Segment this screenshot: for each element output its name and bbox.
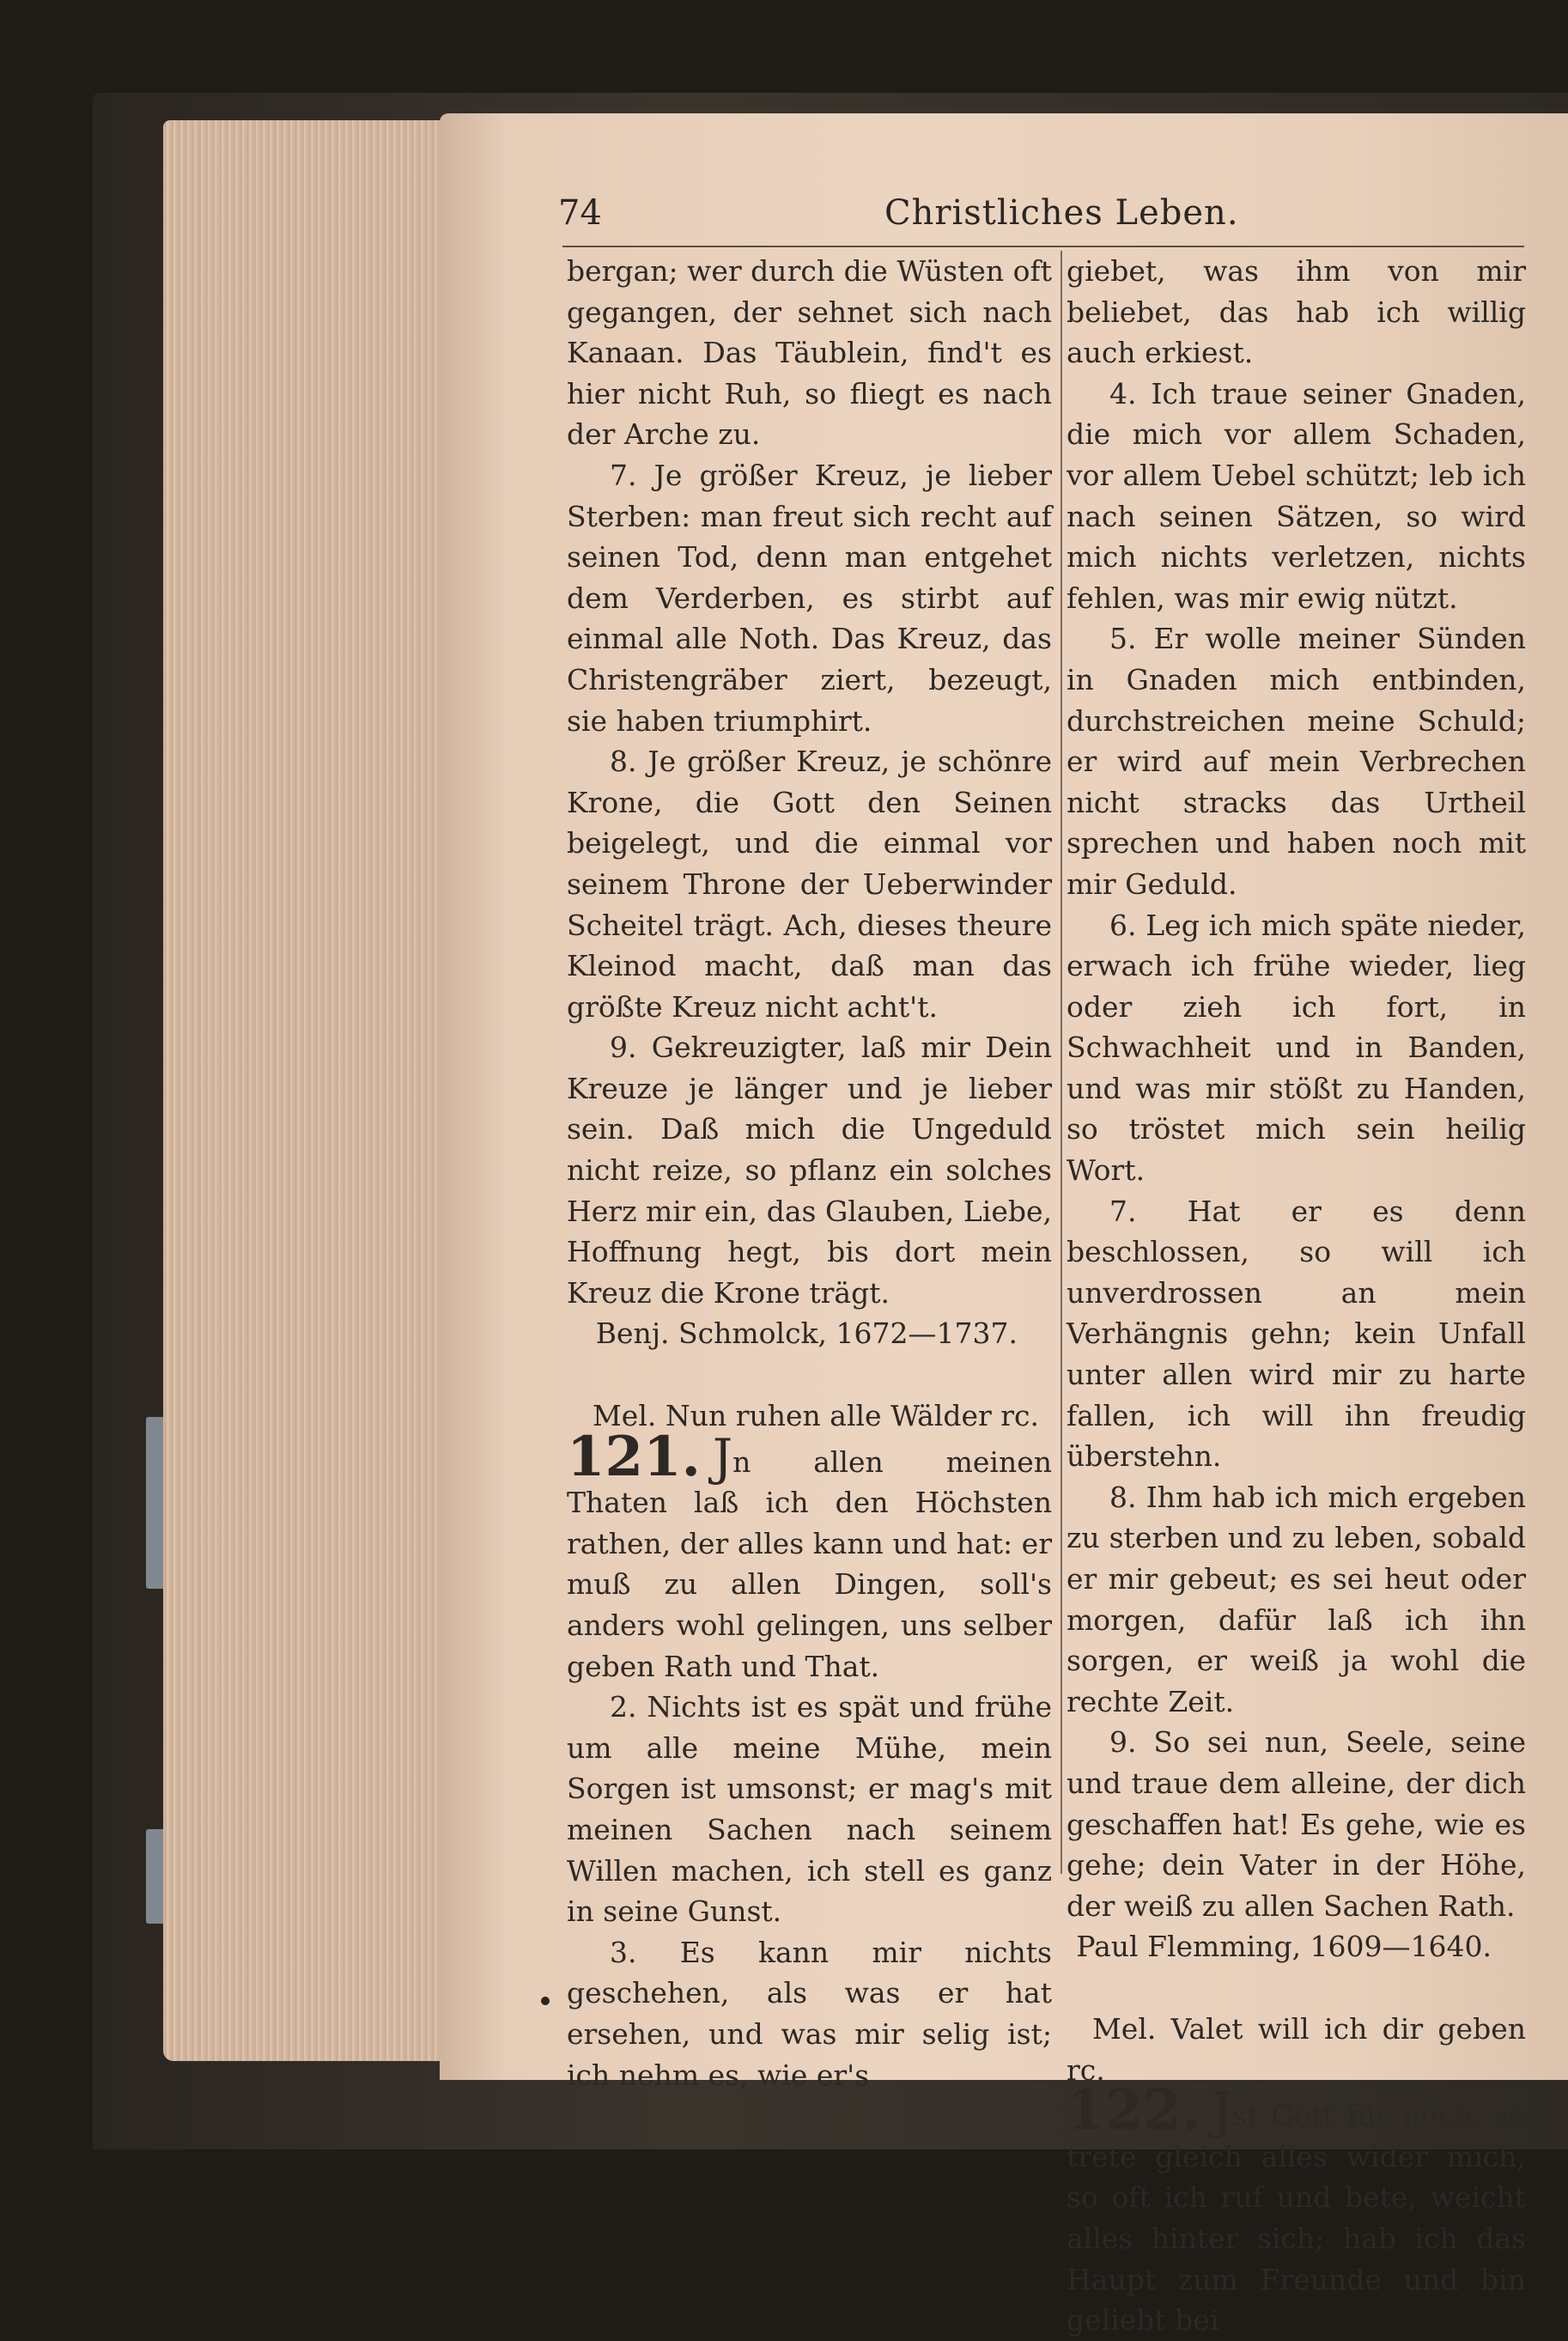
drop-initial: J xyxy=(712,1427,733,1487)
hymn-text: st Gott für mich, so trete gleich alles wider mich, so oft ich ruf und bete, weicht alles hinter sich; hab ich das Haupt zum Freunde und bin geliebt bei xyxy=(1067,2099,1526,2338)
paragraph: 5. Er wolle meiner Sünden in Gnaden mich entbinden, durchstreichen meine Schuld; er wird auf mein Verbrechen nicht stracks das Urtheil sprechen und haben noch mit mir Geduld. xyxy=(1067,622,1526,901)
paragraph: 7. Hat er es denn beschlossen, so will ich unverdrossen an mein Verhängnis gehn; kein Unfall unter allen wird mir zu harte fallen, ich will ihn freudig überstehn. xyxy=(1067,1194,1526,1474)
paragraph: giebet, was ihm von mir beliebet, das hab ich willig auch erkiest. xyxy=(1067,254,1526,370)
right-column xyxy=(1067,251,1526,2341)
drop-initial: J xyxy=(1212,2082,1233,2141)
author-line: Paul Flemming, 1609—1640. xyxy=(1076,1930,1492,1964)
page-header xyxy=(558,193,1486,245)
hymn-number: 121. xyxy=(567,1424,701,1489)
melody-line: Mel. Nun ruhen alle Wälder rc. xyxy=(593,1399,1040,1433)
paragraph: 9. So sei nun, Seele, seine und traue dem alleine, der dich geschaffen hat! Es gehe, wie es gehe; dein Vater in der Höhe, der weiß zu allen Sachen Rath. xyxy=(1067,1725,1526,1923)
hymn-text: n allen meinen Thaten laß ich den Höchsten rathen, der alles kann und hat: er muß zu allen Dingen, soll's anders wohl gelingen, uns selber geben Rath und That. xyxy=(567,1444,1052,1683)
hymn-number: 122. xyxy=(1067,2078,1200,2143)
author-line: Benj. Schmolck, 1672—1737. xyxy=(595,1316,1018,1351)
hymn-122-first-verse xyxy=(1067,2078,1526,2341)
melody-line: Mel. Valet will ich dir geben rc. xyxy=(1067,2011,1526,2087)
page-number: 74 xyxy=(558,193,602,233)
paragraph: 4. Ich traue seiner Gnaden, die mich vor allem Schaden, vor allem Uebel schützt; leb ich nach seinen Sätzen, so wird mich nichts verletzen, nichts fehlen, was mir ewig nützt. xyxy=(1067,376,1526,615)
paragraph: 8. Ihm hab ich mich ergeben zu sterben und zu leben, sobald er mir gebeut; es sei heut oder morgen, dafür laß ich ihn sorgen, er weiß ja wohl die rechte Zeit. xyxy=(1067,1480,1526,1718)
ink-spot xyxy=(541,1997,550,2005)
paragraph: 9. Gekreuzigter, laß mir Dein Kreuze je länger und je lieber sein. Daß mich die Ungeduld nicht reize, so pflanz ein solches Herz mir ein, das Glauben, Liebe, Hoffnung hegt, bis dort mein Kreuz die Krone trägt. xyxy=(567,1031,1052,1310)
running-title: Christliches Leben. xyxy=(884,193,1239,233)
paragraph: bergan; wer durch die Wüsten oft gegangen, der sehnet sich nach Kanaan. Das Täublein, find't es hier nicht Ruh, so fliegt es nach der Arche zu. xyxy=(567,254,1052,452)
left-column xyxy=(567,251,1052,2095)
paragraph: 2. Nichts ist es spät und frühe um alle meine Mühe, mein Sorgen ist umsonst; er mag's mit meinen Sachen nach seinem Willen machen, ich stell es ganz in seine Gunst. xyxy=(567,1690,1052,1929)
column-divider xyxy=(1061,251,1062,1874)
paragraph: 3. Es kann mir nichts geschehen, als was er hat ersehen, und was mir selig ist; ich nehm es, wie er's xyxy=(567,1935,1052,2092)
paragraph: 6. Leg ich mich späte nieder, erwach ich frühe wieder, lieg oder zieh ich fort, in Schwachheit und in Banden, und was mir stößt zu Handen, so tröstet mich sein heilig Wort. xyxy=(1067,908,1526,1188)
hymn-121-first-verse xyxy=(567,1424,1052,1687)
paragraph: 8. Je größer Kreuz, je schönre Krone, die Gott den Seinen beigelegt, und die einmal vor seinem Throne der Ueberwinder Scheitel trägt. Ach, dieses theure Kleinod macht, daß man das größte Kreuz nicht acht't. xyxy=(567,745,1052,1024)
paragraph: 7. Je größer Kreuz, je lieber Sterben: man freut sich recht auf seinen Tod, denn man entgehet dem Verderben, es stirbt auf einmal alle Noth. Das Kreuz, das Christengräber ziert, bezeugt, sie haben triumphirt. xyxy=(567,458,1052,738)
header-rule xyxy=(562,246,1524,247)
page-edges xyxy=(163,120,455,2061)
